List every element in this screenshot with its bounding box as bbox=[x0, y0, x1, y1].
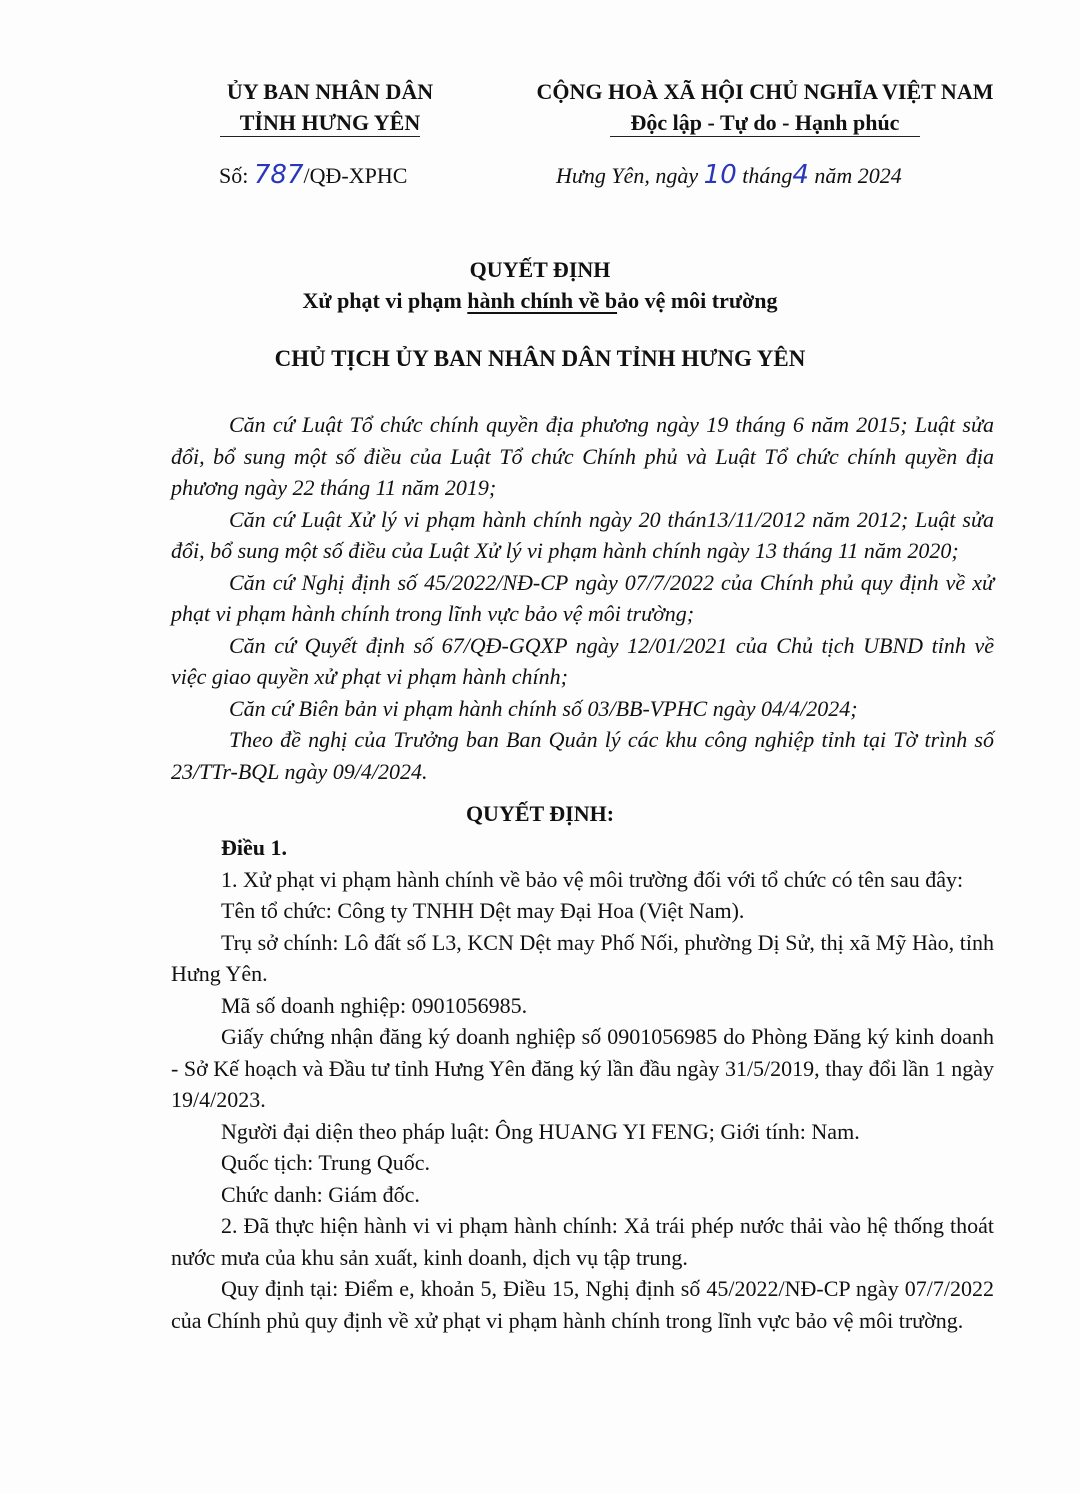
article-paragraph: Tên tổ chức: Công ty TNHH Dệt may Đại Hoa (Việt Nam). bbox=[221, 898, 745, 923]
decision-heading-wrap bbox=[0, 801, 1080, 827]
basis-item: Căn cứ Quyết định số 67/QĐ-GQXP ngày 12/01/2021 của Chủ tịch UBND tỉnh về việc giao quyền xử phạt vi phạm hành chính; bbox=[171, 632, 994, 689]
date-year: năm 2024 bbox=[814, 163, 902, 188]
article-paragraph: Giấy chứng nhận đăng ký doanh nghiệp số 0901056985 do Phòng Đăng ký kinh doanh - Sở Kế hoạch và Đầu tư tỉnh Hưng Yên đăng ký lần đầu ngày 31/5/2019, thay đổi lần 1 ngày 19/4/2023. bbox=[171, 1024, 994, 1112]
basis-item: Căn cứ Luật Tổ chức chính quyền địa phương ngày 19 tháng 6 năm 2015; Luật sửa đổi, bổ sung một số điều của Luật Tổ chức Chính phủ và Luật Tổ chức chính quyền địa phương ngày 22 tháng 11 năm 2019; bbox=[171, 412, 994, 500]
motto: Độc lập - Tự do - Hạnh phúc bbox=[630, 110, 900, 135]
country-name: CỘNG HOÀ XÃ HỘI CHỦ NGHĨA VIỆT NAM bbox=[536, 79, 994, 104]
number-suffix: /QĐ-XPHC bbox=[303, 163, 408, 188]
issuer-underline bbox=[220, 136, 420, 137]
article-paragraph: 2. Đã thực hiện hành vi vi phạm hành chính: Xả trái phép nước thải vào hệ thống thoát nước mưa của khu sản xuất, kinh doanh, dịch vụ tập trung. bbox=[171, 1213, 994, 1270]
issuing-authority: CHỦ TỊCH ỦY BAN NHÂN DÂN TỈNH HƯNG YÊN bbox=[274, 346, 806, 371]
number-prefix: Số: bbox=[219, 163, 249, 188]
date-month-label: tháng bbox=[742, 163, 793, 188]
article-1-heading: Điều 1. bbox=[221, 835, 287, 860]
document-number bbox=[219, 160, 407, 190]
national-motto-block bbox=[520, 76, 1010, 138]
issuer-line-1: ỦY BAN NHÂN DÂN bbox=[226, 79, 434, 104]
article-1 bbox=[171, 832, 994, 1336]
subtitle-part-1: Xử phạt vi phạm bbox=[302, 288, 468, 313]
article-paragraph: 1. Xử phạt vi phạm hành chính về bảo vệ môi trường đối với tổ chức có tên sau đây: bbox=[221, 866, 964, 892]
handwritten-day: 10 bbox=[703, 160, 737, 190]
basis-item: Căn cứ Biên bản vi phạm hành chính số 03/BB-VPHC ngày 04/4/2024; bbox=[229, 695, 858, 721]
document-title: QUYẾT ĐỊNH bbox=[469, 257, 611, 282]
subtitle-underlined: hành chính về b bbox=[467, 288, 618, 313]
subtitle-part-3: ảo vệ môi trường bbox=[617, 288, 778, 313]
basis-item: Căn cứ Nghị định số 45/2022/NĐ-CP ngày 07/7/2022 của Chính phủ quy định về xử phạt vi phạm hành chính trong lĩnh vực bảo vệ môi trường; bbox=[171, 569, 994, 626]
handwritten-month: 4 bbox=[792, 160, 809, 190]
article-paragraph: Chức danh: Giám đốc. bbox=[221, 1181, 420, 1207]
article-paragraph: Quy định tại: Điểm e, khoản 5, Điều 15, Nghị định số 45/2022/NĐ-CP ngày 07/7/2022 của Chính phủ quy định về xử phạt vi phạm hành chính trong lĩnh vực bảo vệ môi trường. bbox=[171, 1276, 994, 1333]
article-paragraph: Mã số doanh nghiệp: 0901056985. bbox=[221, 992, 528, 1018]
decision-heading: QUYẾT ĐỊNH: bbox=[465, 801, 615, 826]
article-paragraph: Người đại diện theo pháp luật: Ông HUANG YI FENG; Giới tính: Nam. bbox=[221, 1118, 860, 1144]
issuer-block bbox=[150, 76, 510, 138]
basis-item: Căn cứ Luật Xử lý vi phạm hành chính ngày 20 thán13/11/2012 năm 2012; Luật sửa đổi, bổ sung một số điều của Luật Xử lý vi phạm hành chính ngày 13 tháng 11 năm 2020; bbox=[171, 506, 994, 563]
legal-bases bbox=[171, 409, 994, 787]
document-subtitle bbox=[0, 288, 1080, 314]
issuer-line-2: TỈNH HƯNG YÊN bbox=[239, 110, 421, 135]
basis-item: Theo đề nghị của Trưởng ban Ban Quản lý các khu công nghiệp tỉnh tại Tờ trình số 23/TTr-BQL ngày 09/4/2024. bbox=[171, 727, 994, 784]
handwritten-number: 787 bbox=[253, 160, 304, 190]
motto-underline bbox=[610, 136, 920, 137]
article-paragraph: Trụ sở chính: Lô đất số L3, KCN Dệt may Phố Nối, phường Dị Sử, thị xã Mỹ Hào, tỉnh Hưng Yên. bbox=[171, 929, 994, 986]
date-place-day-label: Hưng Yên, ngày bbox=[556, 163, 699, 188]
document-date bbox=[556, 160, 902, 190]
article-paragraph: Quốc tịch: Trung Quốc. bbox=[221, 1150, 430, 1175]
